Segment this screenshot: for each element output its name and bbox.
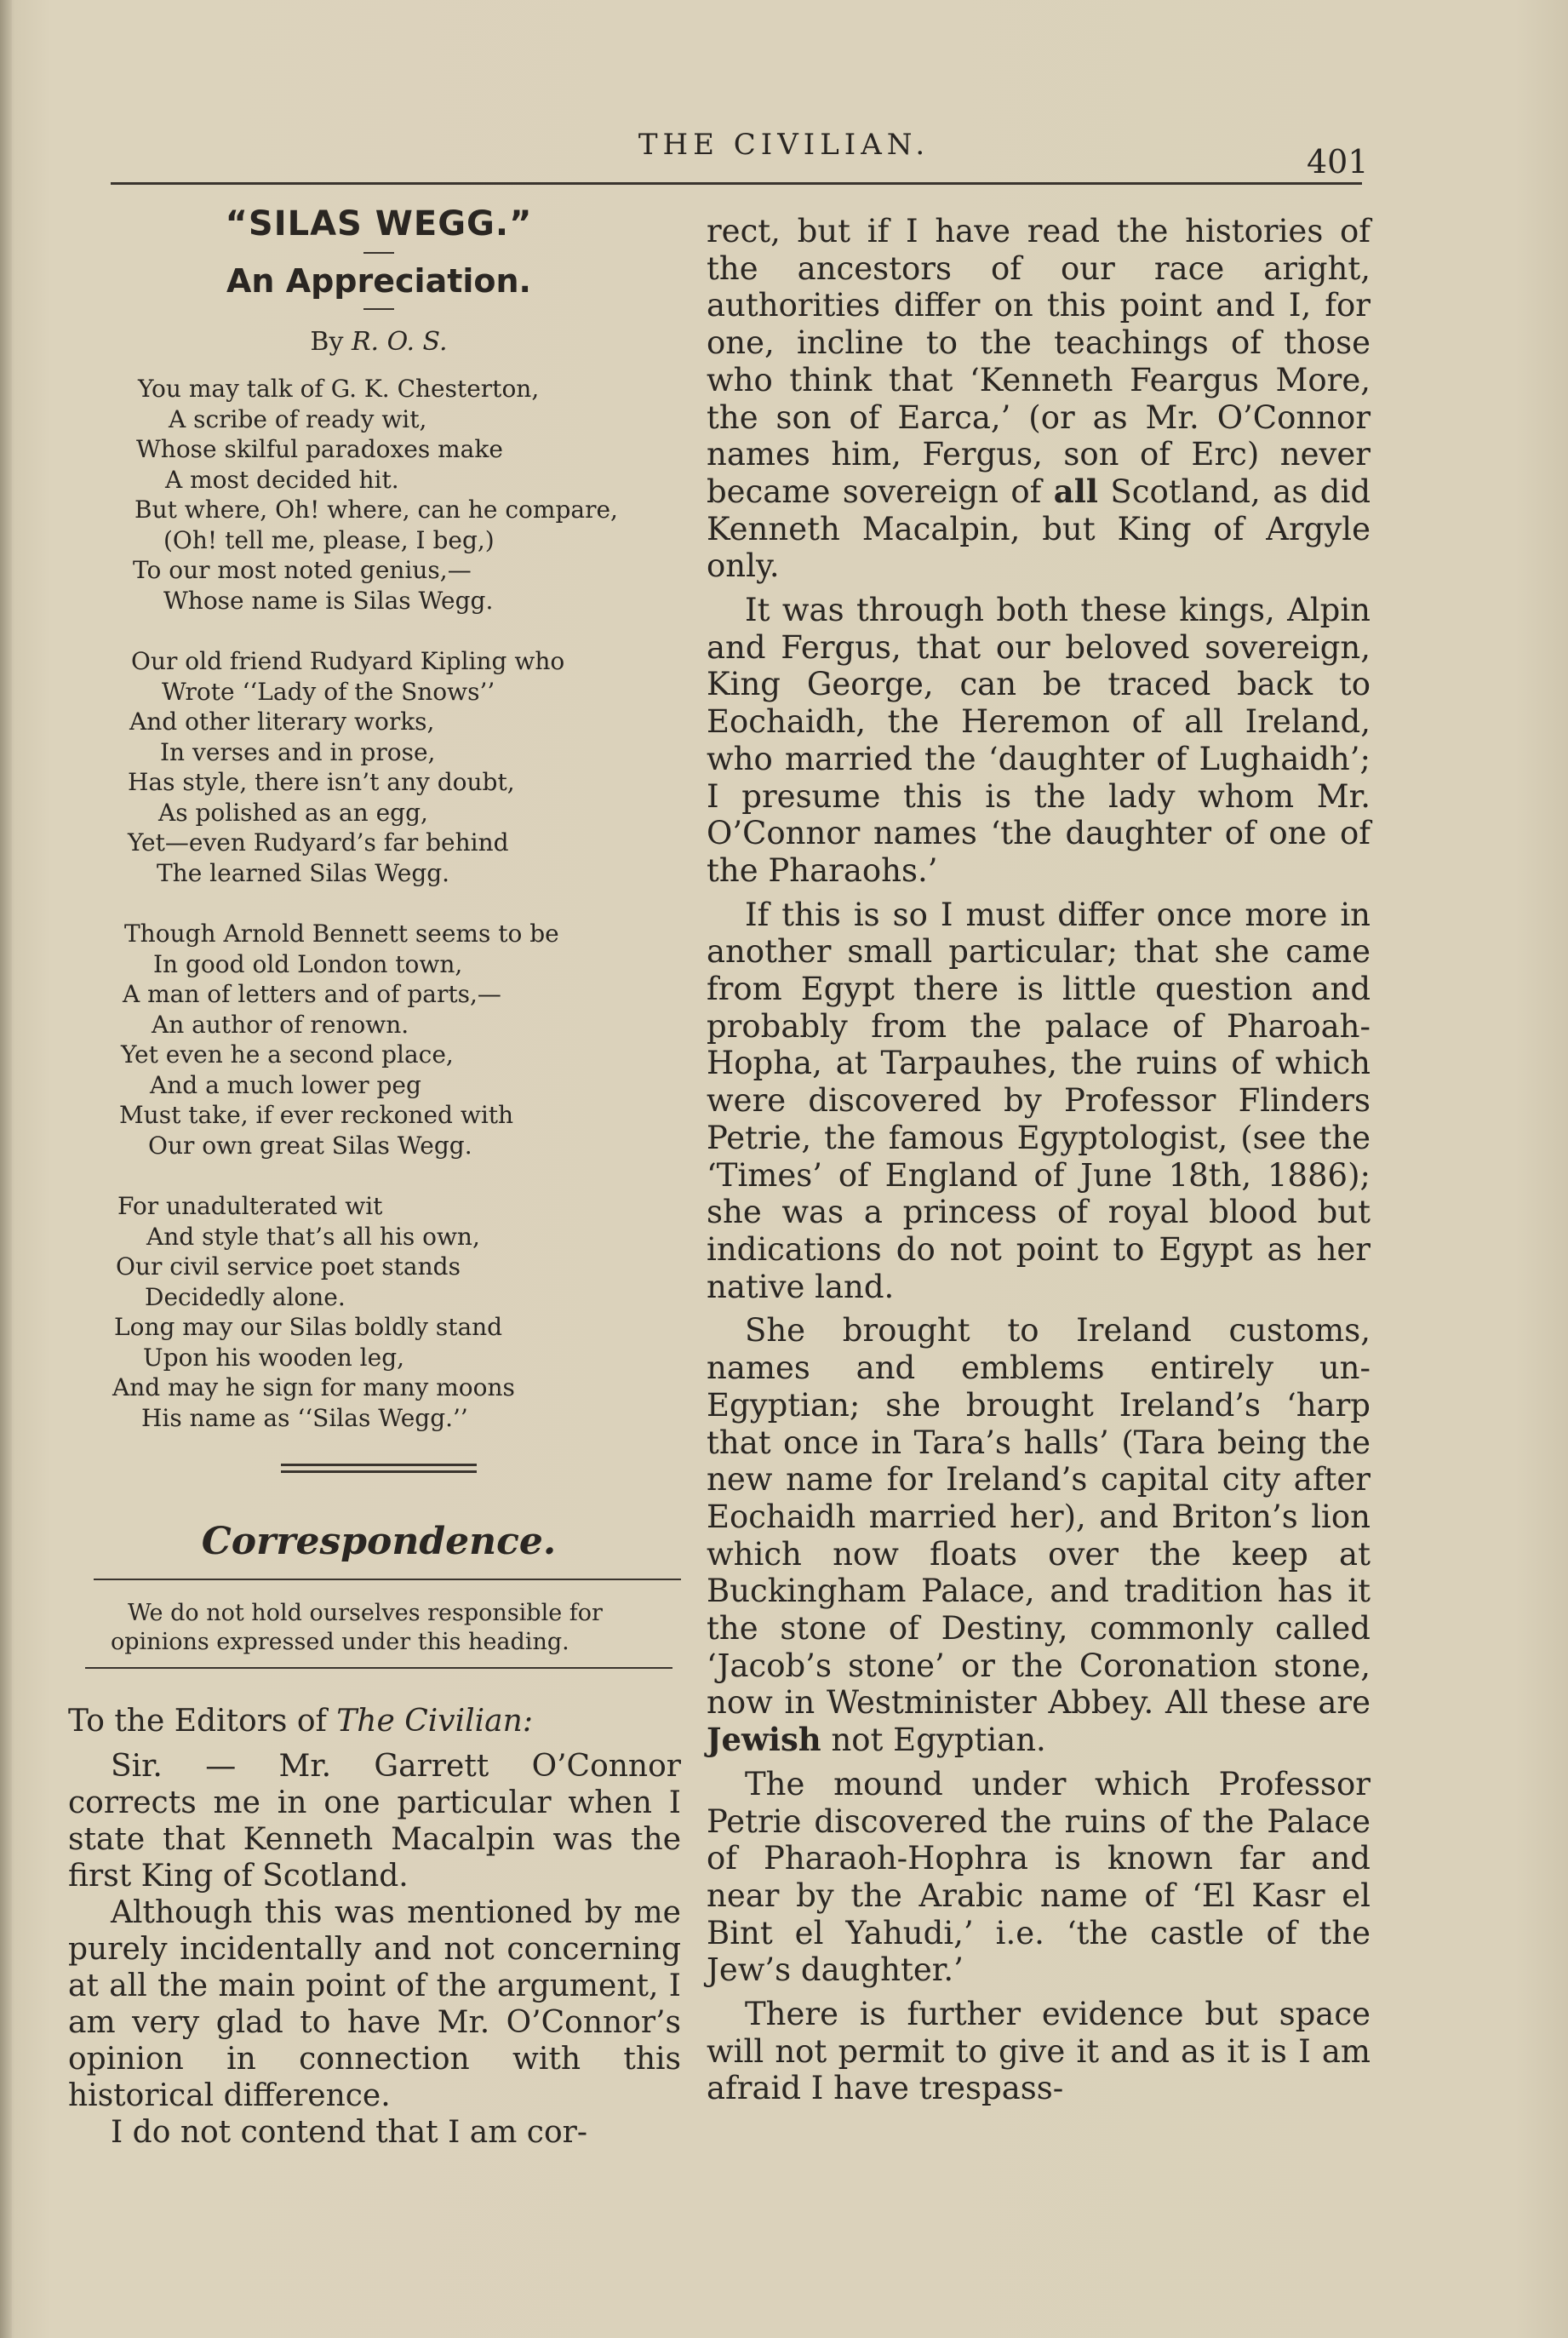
poem-line: The learned Silas Wegg. [157,858,450,887]
editorial-disclaimer: We do not hold ourselves responsible for opinions expressed under this heading. [111,1600,603,1655]
poem-line: A most decided hit. [165,465,399,494]
paragraph-text: rect, but if I have read the histories of the ancestors of our race aright, authorities differ on this point and I, for one, incline to the teachings of those who think that ‘Kenneth Feargus More, the son of Earca,’ (or as Mr. O’Connor names him, Fergus, son of Erc) never became sovereign of [707,213,1371,510]
poem-line: Though Arnold Bennett seems to be [124,920,559,948]
letter-paragraph [707,213,1371,585]
poem-line: In good old London town, [153,949,463,978]
running-header: THE CIVILIAN. [638,128,930,162]
letter-paragraph: Sir. — Mr. Garrett O’Connor corrects me in one particular when I state that Kenneth Macalpin was the first King of Scotland. [68,1749,681,1894]
poem-line: And may he sign for many moons [112,1373,515,1401]
paragraph-text: She brought to Ireland customs, names and emblems entirely un-Egyptian; she brought Ireland’s ‘harp that once in Tara’s halls’ (Tara being the new name for Ireland’s capital city after Eochaidh married her), and Briton’s lion which now floats over the keep at Buckingham Palace, and tradition has it the stone of Destiny, commonly called ‘Jacob’s stone’ or the Coronation stone, now in Westminister Abbey. All these are [707,1312,1371,1722]
correspondence-heading: Correspondence. [201,1520,557,1563]
right-column [707,213,1371,2114]
poem-line: Our civil service poet stands [116,1252,461,1281]
letter-paragraph: It was through both these kings, Alpin and Fergus, that our beloved sovereign, King George, can be traced back to Eochaidh, the Heremon of all Ireland, who married the ‘daughter of Lughaidh’; I presume this is the lady whom Mr. O’Connor names ‘the daughter of one of the Pharaohs.’ [707,592,1371,889]
section-double-rule [281,1464,477,1473]
header-rule [111,182,1362,185]
letter-paragraph: The mound under which Professor Petrie discovered the ruins of the Palace of Pharaoh-Hophra is known far and near by the Arabic name of ‘El Kasr el Bint el Yahudi,’ i.e. ‘the castle of the Jew’s daughter.’ [707,1765,1371,1989]
poem-line: To our most noted genius,— [133,556,472,584]
binding-gutter [0,0,12,2338]
letter-paragraph: There is further evidence but space will not permit to give it and as it is I am afraid I have trespass- [707,1996,1371,2107]
poem-line: Decidedly alone. [145,1282,346,1311]
poem-line: An author of renown. [152,1010,409,1039]
poem-line: His name as ‘‘Silas Wegg.’’ [141,1403,468,1432]
poem-line: In verses and in prose, [160,737,436,766]
poem-line: You may talk of G. K. Chesterton, [138,375,540,403]
poem-line: A scribe of ready wit, [169,404,427,433]
byline-author: R. O. S. [351,327,448,357]
letter-paragraph [707,1312,1371,1758]
heading-rule [94,1579,681,1580]
article-title: “SILAS WEGG.” [225,204,533,244]
byline-prefix: By [310,327,344,357]
disclaimer-rule [85,1667,672,1669]
subtitle-divider [363,308,394,310]
poem-line: Whose name is Silas Wegg. [163,586,494,615]
poem [68,374,690,1433]
page-number: 401 [1307,143,1369,181]
paragraph-text: not Egyptian. [821,1722,1046,1759]
title-divider [363,252,394,254]
left-column [68,192,690,2151]
poem-stanza [68,919,690,1160]
letter-paragraph: Although this was mentioned by me purely incidentally and not concerning at all the main point of the argument, I am very glad to have Mr. O’Connor’s opinion in connection with this historical difference. [68,1895,681,2113]
poem-line: As polished as an egg, [158,798,428,827]
poem-stanza [68,374,690,616]
letter-paragraph: I do not contend that I am cor- [111,2115,588,2150]
poem-line: Yet even he a second place, [121,1040,454,1069]
poem-line: Upon his wooden leg, [143,1343,405,1372]
salutation-publication: The Civilian: [336,1704,533,1739]
poem-line: Long may our Silas boldly stand [114,1313,503,1341]
emphasis-text: all [1053,472,1098,510]
salutation-prefix: To the Editors of [68,1704,327,1739]
poem-line: Yet—even Rudyard’s far behind [128,828,509,857]
poem-line: And a much lower peg [150,1070,421,1099]
poem-line: And other literary works, [129,708,435,736]
poem-line: For unadulterated wit [117,1192,383,1220]
poem-line: Wrote ‘‘Lady of the Snows’’ [162,677,495,706]
poem-line: Our old friend Rudyard Kipling who [131,647,565,675]
paragraph-text: Scotland, as did Kenneth Macalpin, but King of Argyle only. [707,473,1371,585]
byline [68,327,690,357]
poem-stanza [68,1191,690,1433]
letter-salutation [68,1703,690,1739]
poem-line: But where, Oh! where, can he compare, [134,496,618,524]
letter-body-left [68,1703,690,2151]
poem-line: Must take, if ever reckoned with [119,1101,514,1129]
poem-line: And style that’s all his own, [146,1222,480,1251]
emphasis-text: Jewish [707,1721,821,1759]
poem-line: Has style, there isn’t any doubt, [128,768,515,796]
letter-paragraph: If this is so I must differ once more in another small particular; that she came from Egypt there is little question and probably from the palace of Pharoah-Hopha, at Tarpauhes, the ruins of which were discovered by Professor Flinders Petrie, the famous Egyptologist, (see the ‘Times’ of England of June 18th, 1886); she was a princess of royal blood but indications do not point to Egypt as her native land. [707,896,1371,1305]
poem-line: Whose skilful paradoxes make [136,435,503,463]
poem-stanza [68,646,690,888]
poem-line: (Oh! tell me, please, I beg,) [163,525,495,554]
poem-line: A man of letters and of parts,— [123,980,501,1008]
article-subtitle: An Appreciation. [226,262,531,300]
poem-line: Our own great Silas Wegg. [148,1131,472,1160]
